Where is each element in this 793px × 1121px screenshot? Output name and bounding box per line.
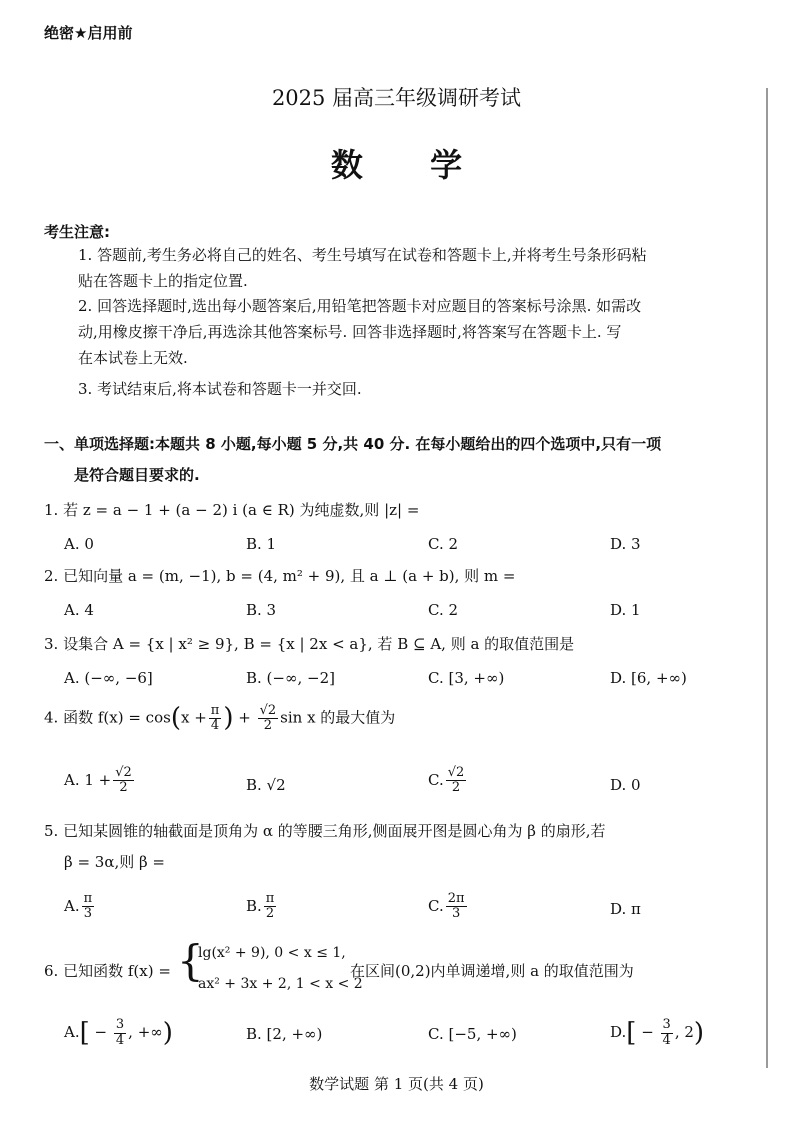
- question-1-option-a: A. 0: [64, 535, 94, 553]
- piecewise-brace: {: [177, 936, 204, 985]
- question-2-option-a: A. 4: [64, 601, 94, 619]
- question-5-stem-cont: β = 3α,则 β =: [64, 853, 165, 871]
- confidential-label: 绝密★启用前: [44, 24, 133, 42]
- notice-line: 2. 回答选择题时,选出每小题答案后,用铅笔把答题卡对应题目的答案标号涂黑. 如需改: [78, 297, 642, 315]
- question-1-option-d: D. 3: [610, 535, 641, 553]
- question-3-stem: 3. 设集合 A = {x | x² ≥ 9}, B = {x | 2x < a}, 若 B ⊆ A, 则 a 的取值范围是: [44, 635, 575, 653]
- fraction: $\frac{√2}{2}$: [259, 702, 277, 734]
- question-4-option-c: C. $\frac{√2}{2}$: [428, 765, 465, 796]
- question-2-option-b: B. 3: [246, 601, 277, 619]
- section-heading-cont: 是符合题目要求的.: [74, 466, 200, 484]
- notice-heading: 考生注意:: [44, 223, 110, 241]
- question-6-stem-tail: 在区间(0,2)内单调递增,则 a 的取值范围为: [350, 962, 634, 980]
- question-6-option-c: C. [−5, +∞): [428, 1025, 517, 1043]
- notice-line: 3. 考试结束后,将本试卷和答题卡一并交回.: [78, 380, 362, 398]
- margin-rule: [766, 88, 768, 1068]
- question-6-option-a: A.[ − $\frac{3}{4}$ , +∞): [64, 1017, 173, 1048]
- question-1-option-c: C. 2: [428, 535, 459, 553]
- question-5-option-b: B. $\frac{\pi}{2}$: [246, 891, 275, 922]
- question-4-option-b: B. √2: [246, 776, 286, 794]
- question-1-stem: 1. 若 z = a − 1 + (a − 2) i (a ∈ R) 为纯虚数,则 |z| =: [44, 501, 420, 519]
- question-6-stem-prefix: 6. 已知函数 f(x) =: [44, 962, 171, 980]
- piecewise-case-2: ax² + 3x + 2, 1 < x < 2: [198, 976, 363, 992]
- question-4-option-a: A. 1 + $\frac{√2}{2}$: [64, 765, 132, 796]
- notice-line: 动,用橡皮擦干净后,再选涂其他答案标号. 回答非选择题时,将答案写在答题卡上. 写: [78, 323, 622, 341]
- piecewise-case-1: lg(x² + 9), 0 < x ≤ 1,: [198, 945, 346, 961]
- question-1-option-b: B. 1: [246, 535, 277, 553]
- question-6-option-d: D.[ − $\frac{3}{4}$ , 2): [610, 1017, 705, 1048]
- question-5-option-c: C. $\frac{2\pi}{3}$: [428, 891, 465, 922]
- notice-line: 贴在答题卡上的指定位置.: [78, 272, 248, 290]
- notice-line: 在本试卷上无效.: [78, 349, 188, 367]
- section-heading: 一、单项选择题:本题共 8 小题,每小题 5 分,共 40 分. 在每小题给出的四个选项中,只有一项: [44, 435, 662, 453]
- question-3-option-c: C. [3, +∞): [428, 669, 505, 687]
- question-5-stem: 5. 已知某圆锥的轴截面是顶角为 α 的等腰三角形,侧面展开图是圆心角为 β 的扇形,若: [44, 822, 606, 840]
- question-3-option-d: D. [6, +∞): [610, 669, 687, 687]
- page-footer: 数学试题 第 1 页(共 4 页): [309, 1075, 484, 1093]
- question-2-stem: 2. 已知向量 a = (m, −1), b = (4, m² + 9), 且 a ⊥ (a + b), 则 m =: [44, 567, 516, 585]
- exam-title: 2025 届高三年级调研考试: [271, 86, 522, 110]
- fraction: $\frac{\pi}{4}$: [210, 702, 220, 734]
- notice-line: 1. 答题前,考生务必将自己的姓名、考生号填写在试卷和答题卡上,并将考生号条形码粘: [78, 246, 647, 264]
- question-5-option-d: D. π: [610, 900, 641, 918]
- question-5-option-a: A. $\frac{\pi}{3}$: [64, 891, 93, 922]
- question-6-option-b: B. [2, +∞): [246, 1025, 323, 1043]
- exam-subject: 数 学: [330, 146, 491, 184]
- question-3-option-a: A. (−∞, −6]: [64, 669, 153, 687]
- question-2-option-c: C. 2: [428, 601, 459, 619]
- question-4-stem: 4. 函数 f(x) = cos(x + $\frac{\pi}{4}$ ) + $\frac{√2}{2}$ sin x 的最大值为: [44, 702, 396, 734]
- question-2-option-d: D. 1: [610, 601, 641, 619]
- question-3-option-b: B. (−∞, −2]: [246, 669, 335, 687]
- question-4-option-d: D. 0: [610, 776, 641, 794]
